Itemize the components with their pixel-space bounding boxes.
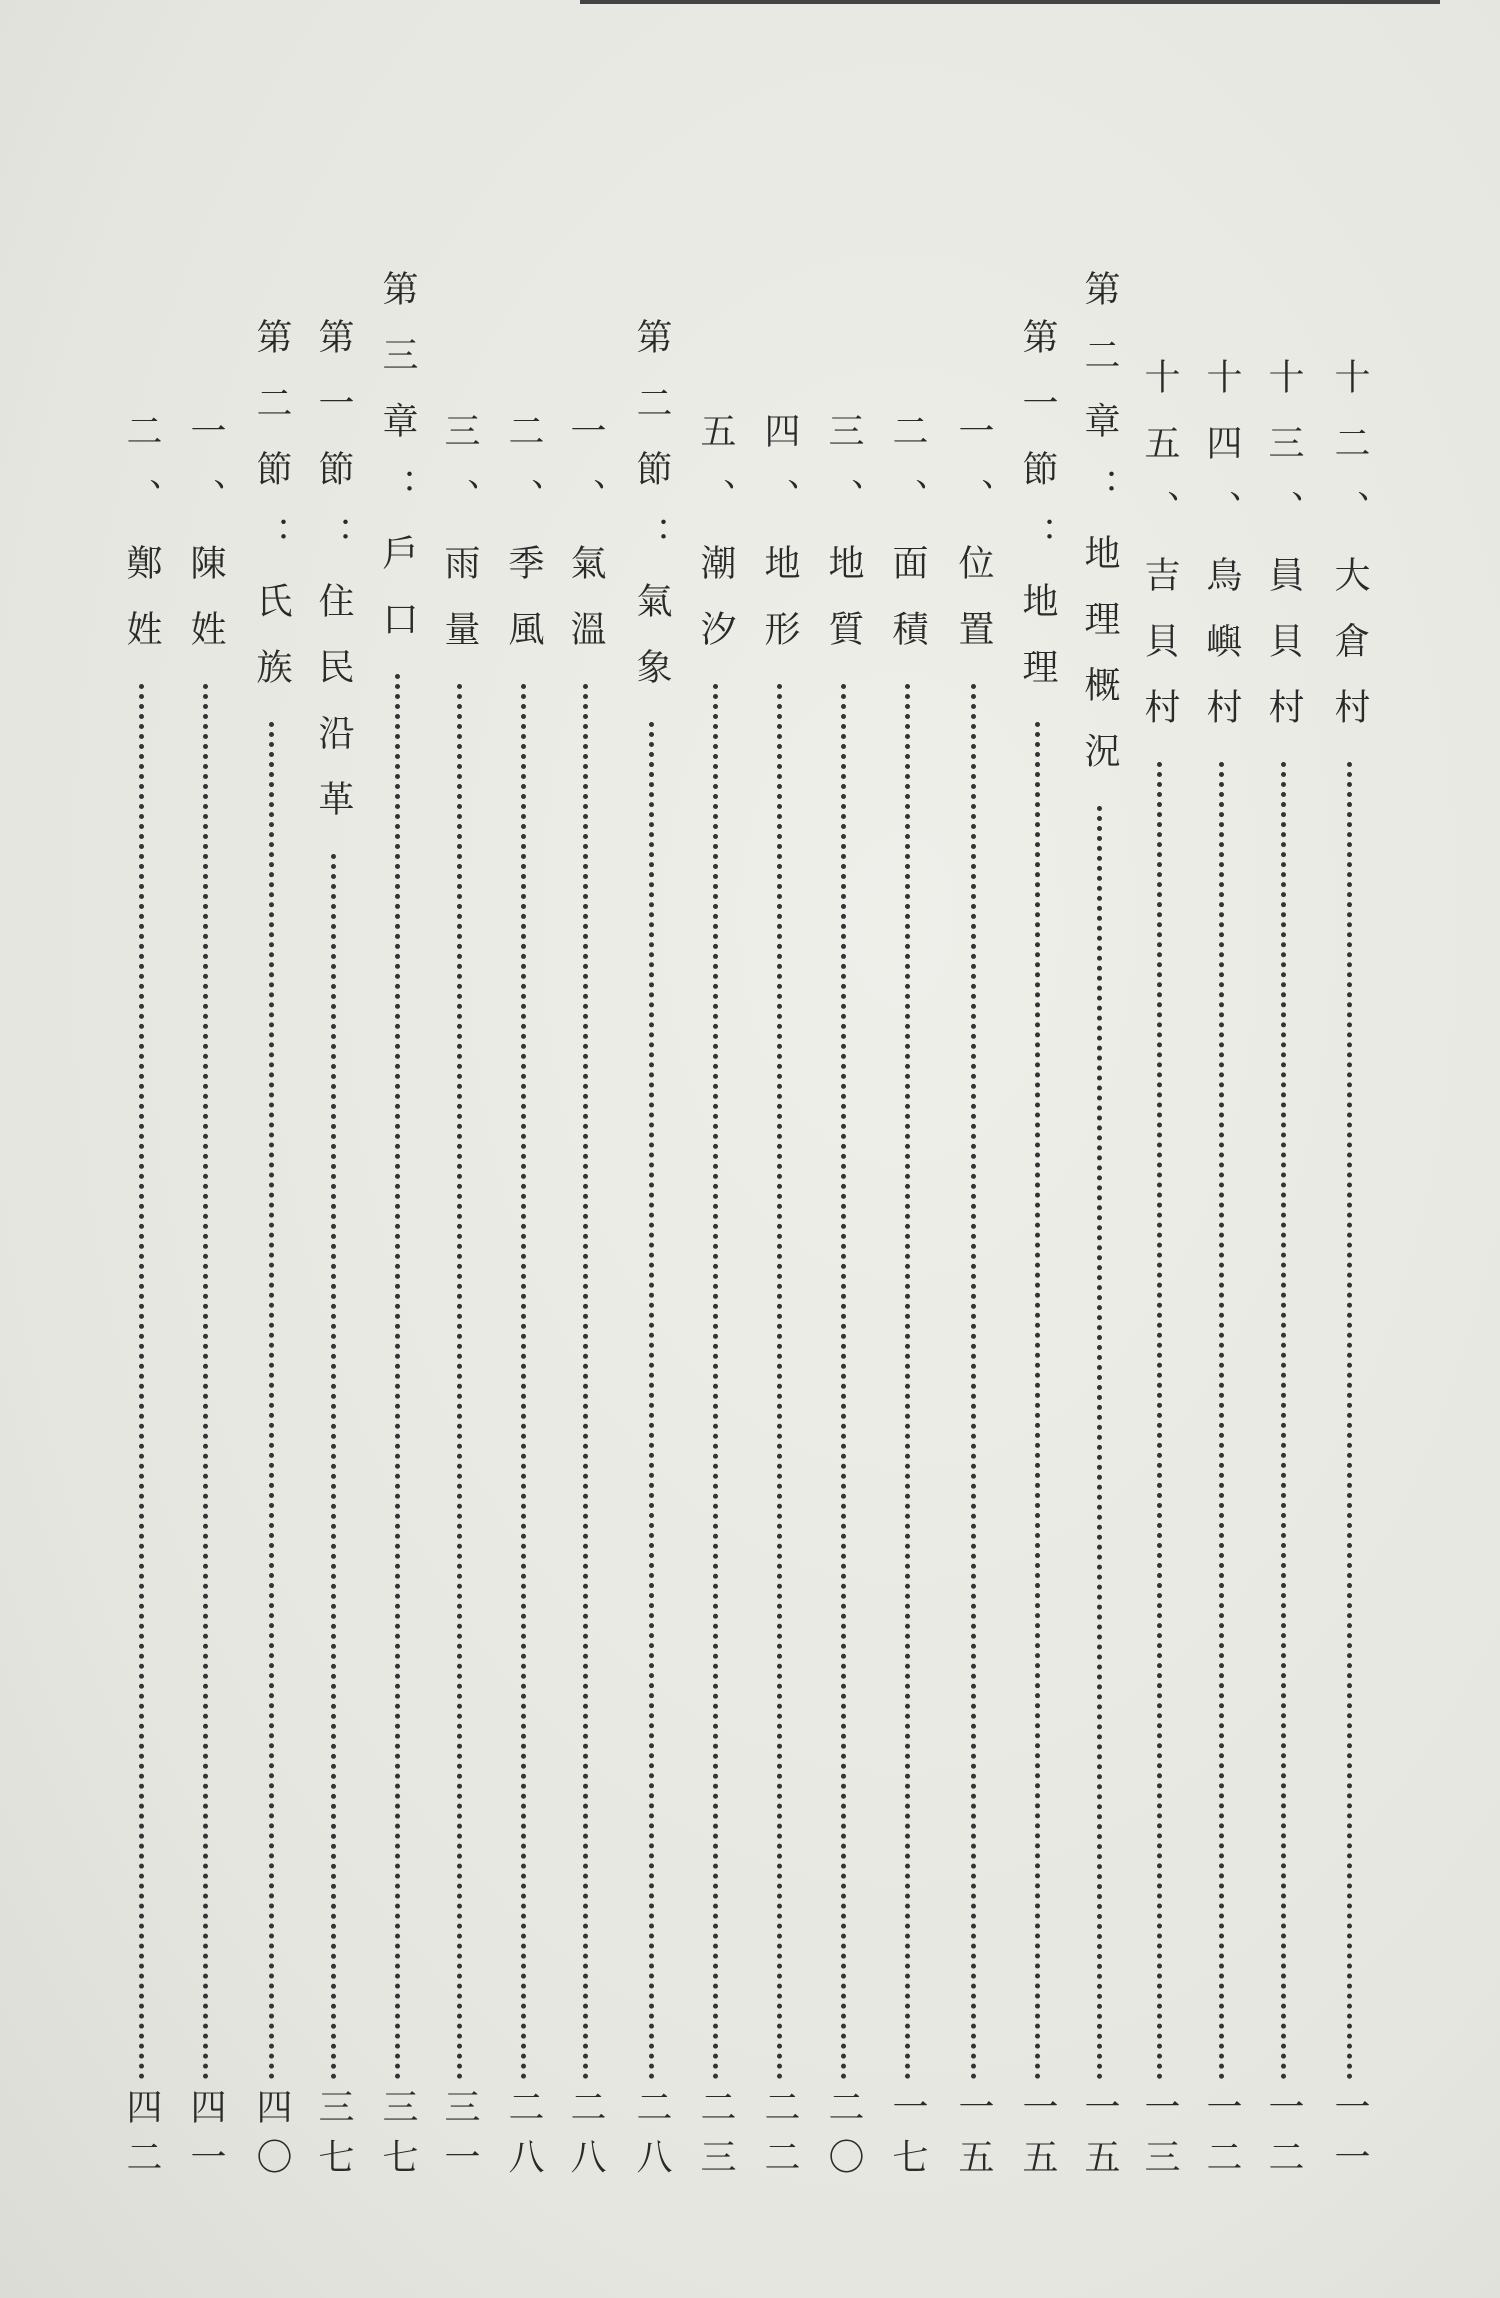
toc-entry[interactable] bbox=[116, 412, 166, 2188]
entry-page: 一一 bbox=[1329, 2088, 1370, 2188]
entry-title: 第三章：戶口 bbox=[377, 270, 418, 666]
entry-page: 三七 bbox=[313, 2088, 354, 2188]
entry-page: 三一 bbox=[439, 2088, 480, 2188]
dot-leader bbox=[713, 684, 718, 2080]
dot-leader bbox=[1347, 762, 1352, 2080]
entry-title: 第一節：住民沿革 bbox=[313, 318, 354, 846]
entry-page: 二八 bbox=[565, 2088, 606, 2188]
entry-title: 一、陳姓 bbox=[185, 412, 226, 676]
toc-entry[interactable] bbox=[180, 412, 230, 2188]
toc-entry[interactable] bbox=[1196, 358, 1246, 2188]
entry-title: 第二章：地理概況 bbox=[1079, 270, 1120, 798]
toc-entry[interactable] bbox=[754, 412, 804, 2188]
dot-leader bbox=[971, 684, 976, 2080]
toc-entry[interactable] bbox=[1258, 358, 1308, 2188]
dot-leader bbox=[521, 684, 526, 2080]
entry-title: 第二節：氏族 bbox=[251, 318, 292, 714]
dot-leader bbox=[1035, 722, 1040, 2080]
top-rule bbox=[580, 0, 1440, 4]
dot-leader bbox=[649, 722, 654, 2080]
dot-leader bbox=[203, 684, 208, 2080]
entry-page: 一二 bbox=[1263, 2088, 1304, 2188]
entry-title: 一、位置 bbox=[953, 412, 994, 676]
entry-title: 二、季風 bbox=[503, 412, 544, 676]
toc-entry[interactable] bbox=[1134, 358, 1184, 2188]
toc-entry[interactable] bbox=[372, 270, 422, 2188]
entry-page: 一五 bbox=[1079, 2088, 1120, 2188]
entry-page: 二三 bbox=[695, 2088, 736, 2188]
entry-title: 二、面積 bbox=[887, 412, 928, 676]
entry-title: 三、雨量 bbox=[439, 412, 480, 676]
entry-title: 十五、吉貝村 bbox=[1139, 358, 1180, 754]
toc-entry[interactable] bbox=[434, 412, 484, 2188]
toc-entry[interactable] bbox=[948, 412, 998, 2188]
toc-entry[interactable] bbox=[560, 412, 610, 2188]
toc-entry[interactable] bbox=[818, 412, 868, 2188]
entry-title: 三、地質 bbox=[823, 412, 864, 676]
toc-entry[interactable] bbox=[1074, 270, 1124, 2188]
dot-leader bbox=[395, 674, 400, 2080]
entry-title: 十三、員貝村 bbox=[1263, 358, 1304, 754]
dot-leader bbox=[1097, 806, 1102, 2080]
entry-title: 二、鄭姓 bbox=[121, 412, 162, 676]
dot-leader bbox=[139, 684, 144, 2080]
entry-page: 一三 bbox=[1139, 2088, 1180, 2188]
toc-entry[interactable] bbox=[626, 318, 676, 2188]
entry-page: 四〇 bbox=[251, 2088, 292, 2188]
entry-page: 一七 bbox=[887, 2088, 928, 2188]
entry-page: 三七 bbox=[377, 2088, 418, 2188]
toc-entry[interactable] bbox=[1012, 318, 1062, 2188]
entry-page: 一五 bbox=[953, 2088, 994, 2188]
entry-page: 四一 bbox=[185, 2088, 226, 2188]
dot-leader bbox=[1219, 762, 1224, 2080]
dot-leader bbox=[457, 684, 462, 2080]
dot-leader bbox=[1157, 762, 1162, 2080]
dot-leader bbox=[269, 722, 274, 2080]
dot-leader bbox=[777, 684, 782, 2080]
entry-page: 二八 bbox=[503, 2088, 544, 2188]
dot-leader bbox=[583, 684, 588, 2080]
entry-title: 五、潮汐 bbox=[695, 412, 736, 676]
entry-page: 二八 bbox=[631, 2088, 672, 2188]
entry-title: 四、地形 bbox=[759, 412, 800, 676]
dot-leader bbox=[1281, 762, 1286, 2080]
toc-entry[interactable] bbox=[882, 412, 932, 2188]
entry-title: 第一節：地理 bbox=[1017, 318, 1058, 714]
toc-entry[interactable] bbox=[246, 318, 296, 2188]
entry-title: 十二、大倉村 bbox=[1329, 358, 1370, 754]
toc-entry[interactable] bbox=[498, 412, 548, 2188]
toc-entry[interactable] bbox=[1324, 358, 1374, 2188]
toc-entry[interactable] bbox=[690, 412, 740, 2188]
entry-page: 二二 bbox=[759, 2088, 800, 2188]
entry-page: 二〇 bbox=[823, 2088, 864, 2188]
dot-leader bbox=[331, 854, 336, 2080]
entry-title: 一、氣溫 bbox=[565, 412, 606, 676]
entry-title: 第二節：氣象 bbox=[631, 318, 672, 714]
entry-page: 一二 bbox=[1201, 2088, 1242, 2188]
entry-page: 四二 bbox=[121, 2088, 162, 2188]
dot-leader bbox=[905, 684, 910, 2080]
dot-leader bbox=[841, 684, 846, 2080]
entry-page: 一五 bbox=[1017, 2088, 1058, 2188]
toc-entry[interactable] bbox=[308, 318, 358, 2188]
entry-title: 十四、鳥嶼村 bbox=[1201, 358, 1242, 754]
